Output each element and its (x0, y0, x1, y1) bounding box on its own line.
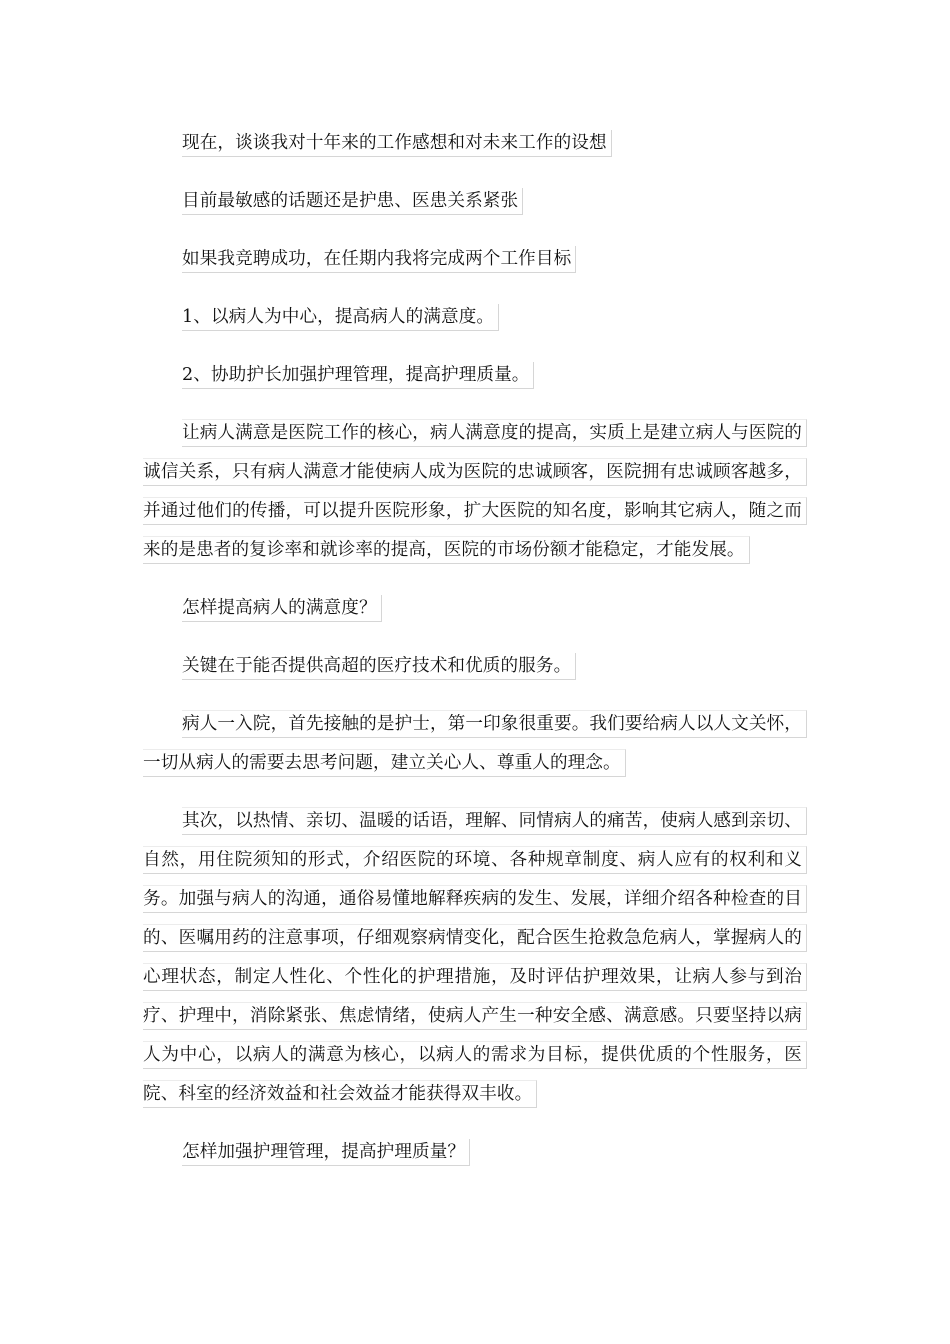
paragraph-first-impression (143, 705, 807, 783)
question-heading-1 (143, 589, 807, 628)
paragraph-1 (143, 124, 807, 163)
paragraph-2 (143, 182, 807, 221)
paragraph-first-impression-text: 病人一入院，首先接触的是护士，第一印象很重要。我们要给病人以人文关怀，一切从病人的需要去思考问题，建立关心人、尊重人的理念。 (143, 710, 807, 777)
goal-item-1-text: 1、以病人为中心，提高病人的满意度。 (182, 304, 499, 331)
question-heading-2-text: 怎样加强护理管理，提高护理质量？ (182, 1139, 470, 1166)
paragraph-key-text: 关键在于能否提供高超的医疗技术和优质的服务。 (182, 653, 576, 680)
paragraph-2-text: 目前最敏感的话题还是护患、医患关系紧张 (182, 188, 523, 215)
paragraph-satisfaction-core (143, 414, 807, 570)
goal-item-2 (143, 356, 807, 395)
question-heading-1-text: 怎样提高病人的满意度？ (182, 595, 382, 622)
paragraph-3 (143, 240, 807, 279)
question-heading-2 (143, 1133, 807, 1172)
goal-item-2-text: 2、协助护长加强护理管理，提高护理质量。 (182, 362, 534, 389)
paragraph-3-text: 如果我竞聘成功，在任期内我将完成两个工作目标 (182, 246, 576, 273)
document-page (143, 124, 807, 1172)
paragraph-secondly-text: 其次，以热情、亲切、温暖的话语，理解、同情病人的痛苦，使病人感到亲切、自然，用住院须知的形式，介绍医院的环境、各种规章制度、病人应有的权利和义务。加强与病人的沟通，通俗易懂地解释疾病的发生、发展，详细介绍各种检查的目的、医嘱用药的注意事项，仔细观察病情变化，配合医生抢救急危病人，掌握病人的心理状态，制定人性化、个性化的护理措施，及时评估护理效果，让病人参与到治疗、护理中，消除紧张、焦虑情绪，使病人产生一种安全感、满意感。只要坚持以病人为中心，以病人的满意为核心，以病人的需求为目标，提供优质的个性服务，医院、科室的经济效益和社会效益才能获得双丰收。 (143, 807, 807, 1108)
paragraph-secondly (143, 802, 807, 1114)
paragraph-satisfaction-core-text: 让病人满意是医院工作的核心，病人满意度的提高，实质上是建立病人与医院的诚信关系，只有病人满意才能使病人成为医院的忠诚顾客，医院拥有忠诚顾客越多，并通过他们的传播，可以提升医院形象，扩大医院的知名度，影响其它病人，随之而来的是患者的复诊率和就诊率的提高，医院的市场份额才能稳定，才能发展。 (143, 419, 807, 564)
paragraph-key (143, 647, 807, 686)
paragraph-1-text: 现在，谈谈我对十年来的工作感想和对未来工作的设想 (182, 130, 612, 157)
goal-item-1 (143, 298, 807, 337)
